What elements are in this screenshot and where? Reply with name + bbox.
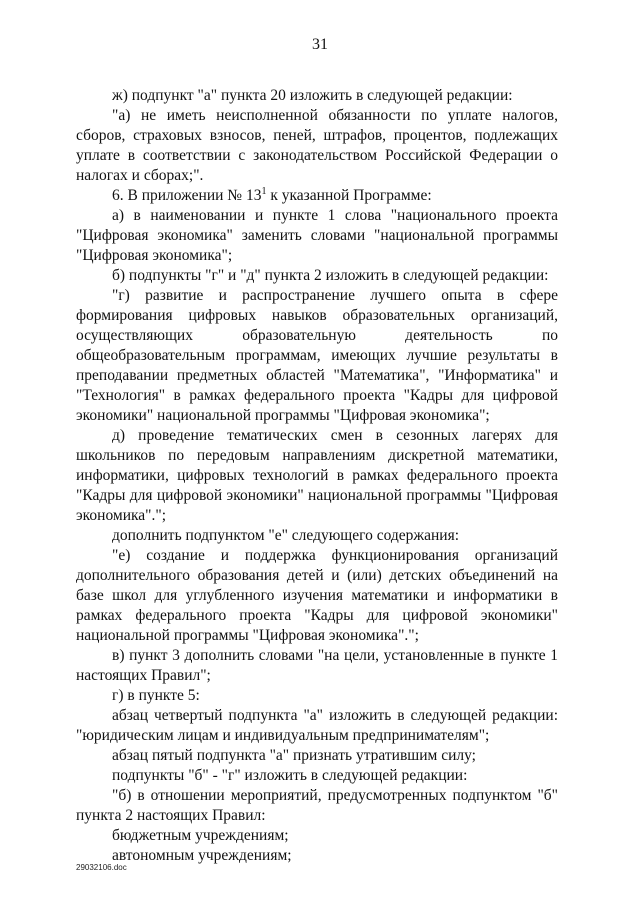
paragraph: автономным учреждениям; — [112, 847, 292, 864]
paragraph: бюджетным учреждениям; — [112, 827, 289, 844]
paragraph: абзац пятый подпункта "а" признать утратившим силу; — [112, 747, 476, 764]
annex-text: 6. В приложении № 13 — [112, 187, 262, 204]
paragraph: б) подпункты "г" и "д" пункта 2 изложить в следующей редакции: — [112, 267, 549, 284]
annex-suffix: к указанной Программе: — [266, 187, 432, 204]
paragraph: "е) создание и поддержка функционирования организаций дополнительного образования детей и (или) детских объединений на базе школ для углубленного изучения математики и информатики в рамках федерального проекта "Кадры для цифровой экономики" национальной программы "Цифровая экономика"."; — [76, 547, 558, 644]
footer-filename: 29032106.doc — [76, 863, 127, 872]
paragraph: подпункты "б" - "г" изложить в следующей редакции: — [112, 767, 468, 784]
paragraph: ж) подпункт "а" пункта 20 изложить в следующей редакции: — [112, 87, 513, 104]
paragraph: "а) не иметь неисполненной обязанности по уплате налогов, сборов, страховых взносов, пеней, штрафов, процентов, подлежащих уплате в соответствии с законодательством Российской Федерации о налогах и сборах;". — [76, 107, 558, 184]
paragraph: в) пункт 3 дополнить словами "на цели, установленные в пункте 1 настоящих Правил"; — [76, 647, 558, 684]
paragraph: г) в пункте 5: — [112, 687, 200, 704]
annex-superscript: 1 — [261, 185, 267, 197]
document-body — [76, 86, 558, 866]
paragraph: абзац четвертый подпункта "а" изложить в следующей редакции: "юридическим лицам и индивидуальным предпринимателям"; — [76, 707, 558, 744]
paragraph: а) в наименовании и пункте 1 слова "национального проекта "Цифровая экономика" заменить словами "национальной программы "Цифровая экономика"; — [76, 207, 558, 264]
paragraph: д) проведение тематических смен в сезонных лагерях для школьников по передовым направлениям дискретной математики, информатики, цифровых технологий в рамках федерального проекта "Кадры для цифровой экономики" национальной программы "Цифровая экономика"."; — [76, 427, 558, 524]
page-number: 31 — [312, 36, 328, 53]
paragraph: "г) развитие и распространение лучшего опыта в сфере формирования цифровых навыков образовательных организаций, осуществляющих образовательную деятельность по общеобразовательным программам, имеющих лучшие результаты в преподавании предметных областей "Математика", "Информатика" и "Технология" в рамках федерального проекта "Кадры для цифровой экономики" национальной программы "Цифровая экономика"; — [76, 287, 558, 424]
paragraph-annex-13 — [76, 186, 558, 206]
paragraph: дополнить подпунктом "е" следующего содержания: — [112, 527, 460, 544]
paragraph: "б) в отношении мероприятий, предусмотренных подпунктом "б" пункта 2 настоящих Правил: — [76, 787, 558, 824]
